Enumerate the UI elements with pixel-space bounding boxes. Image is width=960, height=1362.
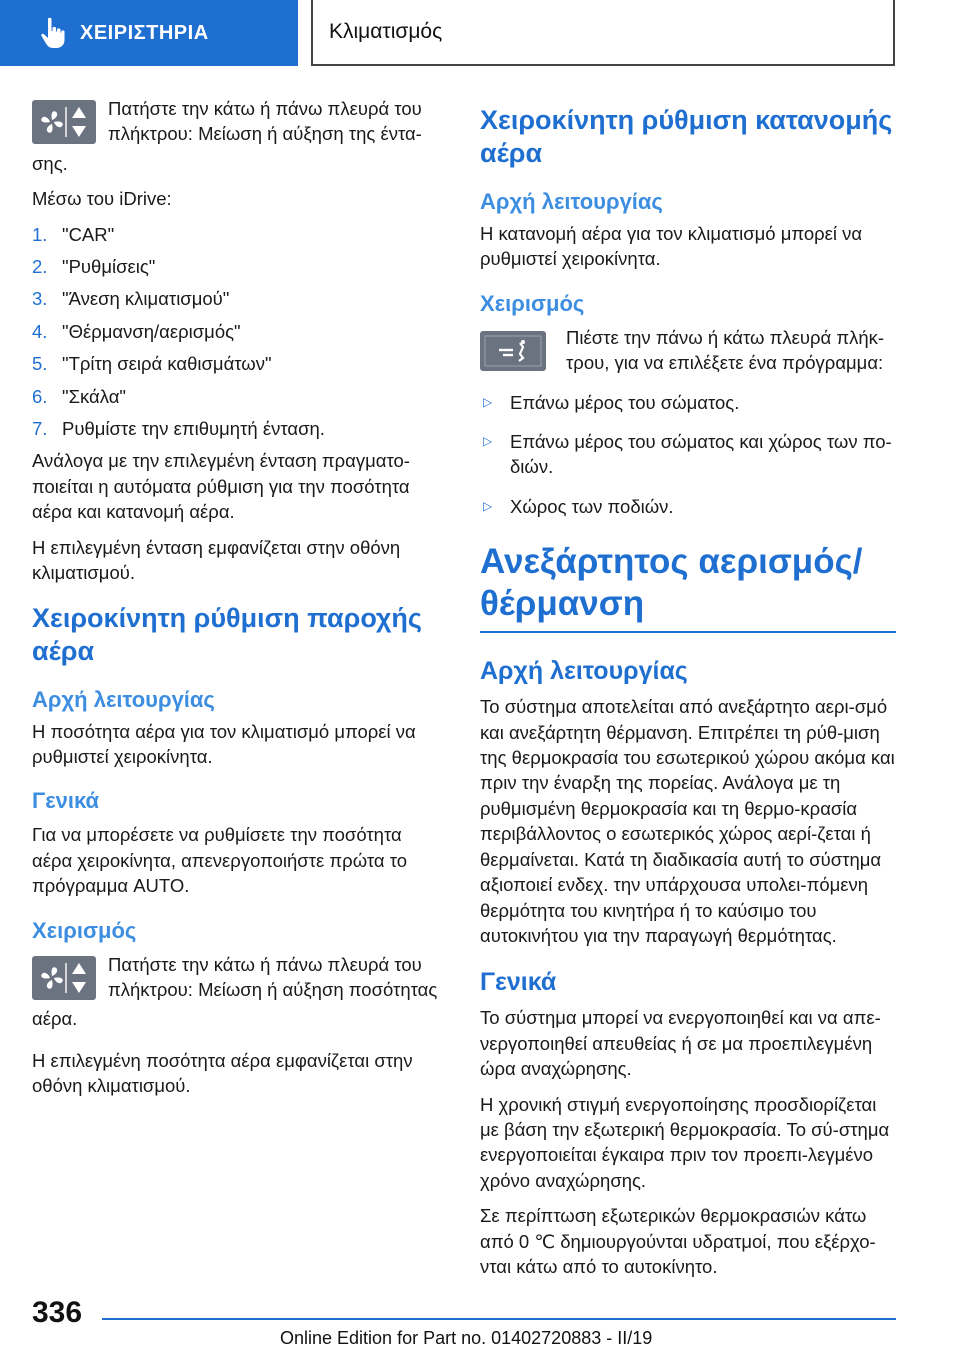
step-number: 6. <box>32 385 48 407</box>
step-text: Ρυθμίστε την επιθυμητή ένταση. <box>62 418 325 440</box>
triangle-bullet-icon: ▷ <box>483 434 493 449</box>
step-item <box>32 222 442 247</box>
general-paragraph-1: Το σύστημα μπορεί να ενεργοποιηθεί και να απε-νεργοποιηθεί απευθείας ή σε μα προεπιλεγμένη ώρα αναχώρησης. <box>480 1007 881 1080</box>
fan-up-down-button-icon <box>32 100 96 144</box>
page-header <box>0 0 960 66</box>
step-item <box>32 319 442 344</box>
step-item <box>32 286 442 311</box>
flow-button-text: Πατήστε την κάτω ή πάνω πλευρά του πλήκτρου: Μείωση ή αύξηση ποσότητας <box>108 953 438 1000</box>
list-item <box>480 390 896 415</box>
section-tab[interactable] <box>311 0 895 66</box>
right-column <box>480 96 896 1289</box>
fan-up-down-button-icon <box>32 956 96 1000</box>
step-text: "Τρίτη σειρά καθισμάτων" <box>62 353 272 375</box>
principle-paragraph: Η κατανομή αέρα για τον κλιματισμό μπορεί να ρυθμιστεί χειροκίνητα. <box>480 223 863 270</box>
flow-button-row <box>32 952 442 1003</box>
adjust-paragraph: Ανάλογα με την επιλεγμένη ένταση πραγματο-ποιείται η αυτόματα ρύθμιση για την ποσότητα αέρα και κατανομή αέρα. <box>32 450 410 523</box>
step-number: 4. <box>32 320 48 342</box>
step-text: "Θέρμανση/αερισμός" <box>62 320 241 342</box>
step-number: 3. <box>32 288 48 310</box>
step-text: "Άνεση κλιματισμού" <box>62 288 230 310</box>
air-distribution-button-icon <box>480 331 546 371</box>
principle-heading: Αρχή λειτουργίας <box>32 686 215 712</box>
idrive-steps <box>32 222 442 442</box>
general-paragraph: Για να μπορέσετε να ρυθμίσετε την ποσότητα αέρα χειροκίνητα, απενεργοποιήστε πρώτα το πρόγραμμα AUTO. <box>32 824 408 897</box>
step-number: 5. <box>32 353 48 375</box>
section-title: Κλιματισμός <box>329 20 443 43</box>
principle-paragraph: Η ποσότητα αέρα για τον κλιματισμό μπορεί να ρυθμιστεί χειροκίνητα. <box>32 720 416 767</box>
step-text: "Σκάλα" <box>62 385 126 407</box>
display-paragraph: Η επιλεγμένη ένταση εμφανίζεται στην οθόνη κλιματισμού. <box>32 536 401 584</box>
chapter-tab[interactable] <box>0 0 298 66</box>
general-paragraph-3: Σε περίπτωση εξωτερικών θερμοκρασιών κάτω από 0 ℃ δημιουργούνται υδρατμοί, που εξέρχο-νται κάτω από το αυτοκίνητο. <box>480 1205 876 1277</box>
intensity-button-row <box>32 96 442 147</box>
step-text: "Ρυθμίσεις" <box>62 256 156 278</box>
step-text: "CAR" <box>62 223 115 245</box>
operation-heading: Χειρισμός <box>480 290 585 316</box>
triangle-bullet-icon: ▷ <box>483 394 493 409</box>
intensity-button-text-cont: σης. <box>32 152 68 174</box>
list-item <box>480 494 896 519</box>
step-item <box>32 416 442 441</box>
general-paragraph-2: Η χρονική στιγμή ενεργοποίησης προσδιορίζεται με βάση την εξωτερική θερμοκρασία. Το σύ-στημα ενεργοποιείται έγκαιρα πριν τον προεπι-λεγμένο χρόνο αναχώρησης. <box>480 1093 890 1191</box>
idrive-intro: Μέσω του iDrive: <box>32 188 172 210</box>
step-number: 2. <box>32 256 48 278</box>
footer-divider <box>102 1318 896 1320</box>
distribution-button-row <box>480 325 896 376</box>
distribution-button-text: Πιέστε την πάνω ή κάτω πλευρά πλήκ-τρου, για να επιλέξετε ένα πρόγραμμα: <box>566 326 885 374</box>
hand-pointer-icon <box>38 16 68 50</box>
edition-note: Online Edition for Part no. 01402720883 - II/19 <box>280 1328 653 1348</box>
list-item-text: Επάνω μέρος του σώματος και χώρος των πο-διών. <box>510 431 892 478</box>
general-heading: Γενικά <box>480 968 557 997</box>
left-column <box>32 96 442 1109</box>
triangle-bullet-icon: ▷ <box>483 498 493 513</box>
manual-distribution-heading: Χειροκίνητη ρύθμιση κατανομής αέρα <box>480 105 893 168</box>
operation-heading: Χειρισμός <box>32 917 137 943</box>
flow-display-paragraph: Η επιλεγμένη ποσότητα αέρα εμφανίζεται στην οθόνη κλιματισμού. <box>32 1049 413 1097</box>
list-item-text: Χώρος των ποδιών. <box>510 495 674 517</box>
step-item <box>32 254 442 279</box>
chapter-title: ΧΕΙΡΙΣΤΗΡΙΑ <box>80 21 209 44</box>
list-item-text: Επάνω μέρος του σώματος. <box>510 391 740 413</box>
step-item <box>32 384 442 409</box>
principle-heading: Αρχή λειτουργίας <box>480 189 663 214</box>
distribution-programs <box>480 390 896 520</box>
step-number: 7. <box>32 418 48 440</box>
intensity-button-text: Πατήστε την κάτω ή πάνω πλευρά του πλήκτρου: Μείωση ή αύξηση της έντα- <box>108 98 422 145</box>
page-number: 336 <box>32 1296 83 1329</box>
step-number: 1. <box>32 223 48 245</box>
general-heading: Γενικά <box>32 788 100 814</box>
principle-paragraph-2: Το σύστημα αποτελείται από ανεξάρτητο αερι-σμό και ανεξάρτητη θέρμανση. Επιτρέπει τη ρύθ-μιση της θερμοκρασία του εσωτερικού χώρου ακόμα και πριν την έναρξη της πορείας. Ανάλογα με τη ρυθμισμένη θερμοκρασία και τη θερμο-κρασία περιβάλλοντος ο εσωτερικός χώρος αερί-ζεται ή θερμαίνεται. Κατά τη διαδικασία αυτή το σύστημα αξιοποιεί ενδεχ. την υπάρχουσα υπολει-πόμενη θερμότητα του κινητήρα ή το καύσιμο του αυτοκινήτου για την παραγωγή θερμότητας. <box>480 696 895 946</box>
manual-flow-heading: Χειροκίνητη ρύθμιση παροχής αέρα <box>32 602 422 666</box>
independent-ventilation-heading: Ανεξάρτητος αερισμός/ θέρμανση <box>480 541 896 633</box>
step-item <box>32 351 442 376</box>
flow-button-text-cont: αέρα. <box>32 1008 78 1030</box>
list-item <box>480 429 896 480</box>
principle-heading-2: Αρχή λειτουργίας <box>480 657 688 686</box>
